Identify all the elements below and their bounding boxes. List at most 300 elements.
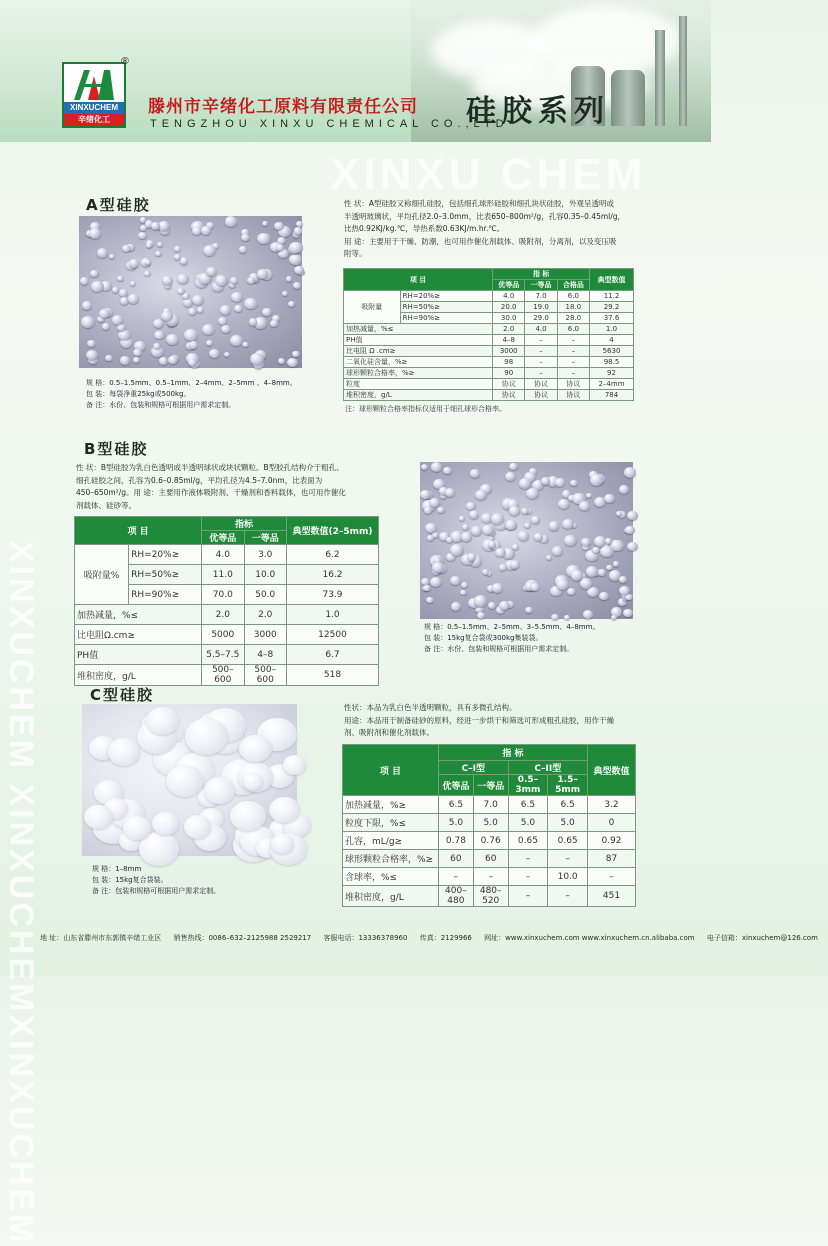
cell-value: 6.5 [439, 796, 474, 814]
desc-line: 用途：本品用于制备硅砂的原料，经进一步烘干和筛选可形成粗孔硅胶，用作干燥 [344, 715, 614, 725]
gel-bead [296, 221, 303, 227]
cell-value: 20.0 [493, 302, 525, 313]
gel-bead [579, 501, 591, 511]
gel-bead [220, 305, 231, 315]
cell-value: 400–480 [439, 886, 474, 907]
gel-bead [250, 353, 264, 365]
gel-bead [276, 244, 284, 250]
section-b-title: B型硅胶 [84, 440, 149, 458]
cell-value: 协议 [525, 379, 557, 390]
gel-bead [128, 294, 139, 304]
table-row [344, 390, 634, 401]
gel-bead [192, 227, 202, 236]
gel-bead [221, 325, 231, 333]
section-b-captions [424, 622, 599, 655]
cell-value: 2.0 [244, 605, 286, 625]
logo-emblem-icon [70, 66, 118, 102]
cell-value: 6.0 [557, 324, 589, 335]
gel-bead [140, 225, 147, 231]
type-c-silica-gel-photo [82, 704, 297, 856]
package-caption: 包 装：15kg复合袋或300kg集装袋。 [424, 634, 543, 642]
row-label: 堆积密度，g/L [343, 886, 439, 907]
gel-bead [188, 308, 197, 316]
cell-value: 60 [473, 850, 508, 868]
package-caption: 包 装：每袋净重25kg或500kg。 [86, 390, 191, 398]
gel-bead [286, 276, 292, 281]
cell-value: 92 [590, 368, 634, 379]
cell-value: 18.0 [557, 302, 589, 313]
cell-value: 98 [493, 357, 525, 368]
gel-bead [604, 494, 615, 503]
cell-value: 4.0 [202, 545, 244, 565]
gel-bead [606, 565, 612, 570]
gel-bead [283, 755, 306, 775]
gel-bead [475, 490, 487, 500]
footer-fax: 传真：2129966 [419, 934, 472, 942]
gel-bead [430, 577, 443, 588]
gel-bead [157, 242, 163, 247]
gel-bead [432, 562, 444, 573]
cell-value: 500–600 [244, 665, 286, 686]
footer-address: 地 址：山东省滕州市东郭镇辛绪工业区 [40, 934, 162, 942]
gel-bead [262, 221, 268, 226]
gel-bead [81, 316, 95, 328]
col-header-first: 一等品 [244, 531, 286, 545]
gel-bead [129, 259, 139, 267]
section-a-captions [86, 378, 297, 411]
gel-bead [583, 610, 593, 619]
gel-bead [184, 329, 198, 341]
gel-bead [586, 493, 592, 498]
col-header-item: 项 目 [343, 745, 439, 796]
gel-bead [249, 318, 258, 325]
gel-bead [293, 282, 301, 289]
cell-value: 协议 [557, 390, 589, 401]
gel-bead [105, 355, 113, 362]
col-header-index: 指标 [202, 517, 287, 531]
gel-bead [231, 292, 243, 303]
table-row [75, 645, 379, 665]
cell-value: 0.76 [473, 832, 508, 850]
gel-bead [470, 469, 480, 478]
gel-bead [294, 227, 303, 234]
col-header-item: 项 目 [75, 517, 202, 545]
table-row [343, 868, 636, 886]
gel-bead [154, 331, 164, 340]
row-label: RH=90%≥ [400, 313, 492, 324]
cell-value: – [525, 368, 557, 379]
cell-value: 3.0 [244, 545, 286, 565]
note-caption: 备 注：包装和规格可根据用户需求定制。 [92, 887, 221, 895]
row-group-label: 吸附量% [75, 545, 129, 605]
cell-value: 协议 [557, 379, 589, 390]
cell-value: 0.78 [439, 832, 474, 850]
gel-bead [525, 607, 533, 614]
cell-value: – [525, 357, 557, 368]
cell-value: 0.65 [508, 832, 548, 850]
gel-bead [474, 595, 488, 606]
cell-value: 3000 [244, 625, 286, 645]
gel-bead [294, 266, 304, 274]
gel-bead [230, 335, 244, 347]
footer-website-link[interactable]: 网址：www.xinxuchem.com www.xinxuchem.cn.alibaba.com [484, 934, 695, 942]
gel-bead [180, 257, 189, 264]
gel-bead [488, 541, 496, 548]
gel-bead [627, 511, 637, 520]
col-header-size-small: 0.5–3mm [508, 775, 548, 796]
gel-bead [530, 583, 540, 591]
gel-bead [619, 576, 627, 583]
gel-bead [510, 560, 520, 569]
cell-value: – [525, 346, 557, 357]
cell-value: 6.2 [287, 545, 379, 565]
gel-bead [225, 216, 238, 227]
gel-bead [420, 490, 431, 499]
gel-bead [509, 506, 521, 516]
row-label: 堆积密度，g/L [344, 390, 493, 401]
gel-bead [177, 288, 185, 295]
gel-bead [203, 245, 216, 256]
gel-bead [451, 602, 461, 611]
cell-value: 60 [439, 850, 474, 868]
gel-bead [624, 467, 637, 478]
gel-bead [446, 537, 453, 543]
gel-bead [467, 553, 476, 561]
col-header-first: 一等品 [525, 280, 557, 291]
row-label: 粒度下限，%≤ [343, 814, 439, 832]
cell-value: 4.0 [525, 324, 557, 335]
gel-bead [556, 579, 569, 590]
gel-bead [421, 464, 428, 470]
cell-value: 0 [588, 814, 636, 832]
desc-line: 用 途：主要用于干燥、防潮，也可用作催化剂载体、吸附剂，分离剂，以及变压吸 [344, 236, 617, 246]
gel-bead [289, 254, 302, 265]
gel-bead [112, 315, 123, 324]
section-a-title: A型硅胶 [86, 196, 151, 214]
side-watermark-text: XINXUCHEM XINXUCHEMXINXUCHEM [2, 540, 40, 1246]
gel-bead [564, 535, 577, 546]
gel-bead [133, 357, 140, 363]
cell-value: – [508, 886, 548, 907]
cell-value: 4.0 [493, 291, 525, 302]
gel-bead [424, 507, 432, 514]
gel-bead [247, 277, 255, 284]
gel-bead [460, 590, 466, 595]
gel-bead [570, 480, 577, 486]
gel-bead [477, 612, 485, 619]
cell-value: 协议 [525, 390, 557, 401]
gel-bead [271, 834, 294, 854]
gel-bead [120, 356, 130, 364]
gel-bead [146, 243, 152, 248]
gel-bead [82, 301, 93, 310]
gel-bead [152, 812, 179, 835]
gel-bead [99, 309, 109, 318]
gel-bead [509, 463, 517, 470]
gel-bead [183, 298, 193, 306]
company-name-cn: 滕州市辛绪化工原料有限责任公司 [148, 97, 418, 117]
gel-bead [471, 526, 482, 536]
gel-bead [562, 519, 574, 529]
cell-value: 3.2 [588, 796, 636, 814]
cell-value: 30.0 [493, 313, 525, 324]
col-header-first: 一等品 [473, 775, 508, 796]
cell-value: 4 [590, 335, 634, 346]
gel-bead [80, 277, 90, 285]
cell-value: 5.0 [439, 814, 474, 832]
gel-bead [242, 342, 249, 348]
cell-value: 6.5 [548, 796, 588, 814]
type-a-silica-gel-photo [79, 216, 302, 368]
gel-bead [122, 245, 130, 252]
table-row [75, 605, 379, 625]
col-header-typical: 典型数值 [588, 745, 636, 796]
cell-value: 5.0 [508, 814, 548, 832]
cell-value: – [557, 346, 589, 357]
gel-bead [551, 614, 559, 620]
cell-value: 2.0 [493, 324, 525, 335]
cell-value: – [557, 368, 589, 379]
gel-bead [192, 295, 204, 305]
desc-line: 性 状：B型硅胶为乳白色透明或半透明球状或块状颗粒。B型胶孔结构介于粗孔、 [76, 463, 344, 472]
gel-bead [89, 228, 101, 238]
gel-bead [269, 797, 299, 823]
type-a-spec-table [343, 268, 634, 401]
col-header-typical: 典型数值 [590, 269, 634, 291]
table-row [344, 324, 634, 335]
logo-chinese-text: 辛绪化工 [64, 114, 124, 126]
gel-bead [450, 576, 460, 585]
row-label: 粒度 [344, 379, 493, 390]
gel-bead [138, 232, 146, 239]
col-header-c1: C–I型 [439, 761, 509, 775]
cell-value: 11.0 [202, 565, 244, 585]
gel-bead [144, 271, 151, 277]
row-label: 加热减量，%≥ [343, 796, 439, 814]
cell-value: 5000 [202, 625, 244, 645]
gel-bead [519, 478, 531, 488]
gel-bead [590, 474, 604, 486]
cell-value: 2.0 [202, 605, 244, 625]
gel-bead [118, 330, 131, 341]
company-logo [62, 62, 126, 128]
spec-caption: 规 格：0.5–1.5mm、2–5mm、3–5.5mm、4–8mm。 [424, 623, 600, 631]
table-row [344, 291, 634, 302]
gel-bead [206, 267, 217, 277]
gel-bead [166, 334, 179, 345]
cell-value: 6.5 [508, 796, 548, 814]
gel-bead [512, 544, 519, 550]
gel-bead [518, 531, 530, 541]
row-label: PH值 [344, 335, 493, 346]
gel-bead [206, 340, 213, 346]
gel-bead [586, 566, 598, 577]
desc-line: 细孔硅胶之间，孔容为0.6–0.85ml/g，平均孔径为4.5–7.0nm，比表面为 [76, 475, 323, 485]
table-row [343, 796, 636, 814]
cell-value: 协议 [493, 379, 525, 390]
gel-bead [431, 462, 442, 471]
desc-line: 比热0.92KJ/kg.℃，导热系数0.63KJ/m.hr.℃。 [344, 224, 505, 233]
cell-value: 29.2 [590, 302, 634, 313]
gel-bead [625, 526, 635, 535]
cell-value: 3000 [493, 346, 525, 357]
cell-value: 98.5 [590, 357, 634, 368]
gel-bead [218, 317, 227, 324]
gel-bead [177, 274, 189, 284]
row-label: RH=50%≥ [400, 302, 492, 313]
gel-bead [239, 735, 272, 763]
gel-bead [215, 275, 228, 286]
cell-value: 50.0 [244, 585, 286, 605]
gel-bead [112, 287, 119, 293]
gel-bead [151, 222, 160, 230]
row-label: 加热减量，%≤ [75, 605, 202, 625]
contact-footer [0, 928, 818, 948]
gel-bead [625, 594, 633, 601]
gel-bead [427, 535, 434, 541]
cell-value: 5.5–7.5 [202, 645, 244, 665]
table-row [344, 346, 634, 357]
gel-bead [505, 520, 517, 530]
row-label: 加热减量，%≤ [344, 324, 493, 335]
gel-bead [581, 538, 591, 547]
gel-bead [270, 320, 279, 327]
gel-bead [499, 564, 507, 571]
gel-bead [469, 510, 480, 519]
gel-bead [292, 351, 300, 358]
gel-bead [605, 538, 611, 543]
gel-bead [201, 226, 211, 235]
section-a-description [344, 198, 674, 261]
col-header-item: 项 目 [344, 269, 493, 291]
gel-bead [262, 308, 272, 316]
gel-bead [153, 343, 161, 350]
gel-bead [425, 523, 437, 533]
section-c-title: C型硅胶 [90, 686, 155, 704]
gel-bead [174, 246, 181, 252]
section-c-description [344, 702, 664, 740]
cell-value: 73.9 [287, 585, 379, 605]
gel-bead [197, 307, 204, 313]
gel-bead [531, 516, 540, 524]
row-label: 比电阻 Ω .cm≥ [344, 346, 493, 357]
type-b-silica-gel-photo [420, 462, 633, 619]
note-caption: 备 注：水份、包装和规格可根据用户需求定制。 [86, 401, 236, 409]
cell-value: – [439, 868, 474, 886]
cell-value: 5630 [590, 346, 634, 357]
type-b-spec-table [74, 516, 379, 686]
gel-bead [521, 508, 528, 514]
gel-bead [627, 542, 638, 551]
gel-bead [505, 472, 516, 481]
gel-bead [567, 588, 576, 595]
gel-bead [274, 222, 284, 230]
cell-value: 6.0 [557, 291, 589, 302]
desc-line: 半透明玻璃状，平均孔径2.0–3.0mm，比表650–800m²/g，孔容0.35–0.45ml/g， [344, 211, 626, 221]
gel-bead [140, 217, 147, 223]
table-row [343, 832, 636, 850]
cell-value: 4–8 [493, 335, 525, 346]
gel-bead [119, 289, 128, 297]
gel-bead [133, 349, 142, 356]
gel-bead [600, 546, 614, 558]
gel-bead [429, 498, 440, 507]
gel-bead [230, 277, 238, 284]
cell-value: – [548, 850, 588, 868]
gel-bead [90, 270, 98, 277]
table-row [344, 368, 634, 379]
footer-service-phone: 客服电话：13336378960 [323, 934, 408, 942]
gel-bead [289, 242, 303, 254]
gel-bead [613, 561, 620, 567]
cell-value: 1.0 [590, 324, 634, 335]
desc-line: 剂载体、硅砂等。 [76, 500, 136, 510]
cell-value: – [525, 335, 557, 346]
row-label: 比电阻Ω.cm≥ [75, 625, 202, 645]
gel-bead [421, 578, 429, 585]
gel-bead [257, 269, 268, 278]
gel-bead [461, 582, 469, 589]
gel-bead [117, 276, 124, 282]
gel-bead [209, 349, 220, 358]
gel-bead [84, 805, 113, 829]
cell-value: – [557, 335, 589, 346]
row-label: 含球率，%≤ [343, 868, 439, 886]
row-group-label: 吸附量 [344, 291, 401, 324]
gel-bead [288, 301, 295, 307]
col-header-qualified: 合格品 [557, 280, 589, 291]
cell-value: 19.0 [525, 302, 557, 313]
section-b-description [76, 462, 376, 512]
gel-bead [109, 254, 115, 259]
cell-value: 11.2 [590, 291, 634, 302]
col-header-size-large: 1.5–5mm [548, 775, 588, 796]
cell-value: 4–8 [244, 645, 286, 665]
gel-bead [91, 281, 104, 292]
gel-bead [564, 615, 570, 620]
row-label: RH=50%≥ [129, 565, 202, 585]
company-name-en: TENGZHOU XINXU CHEMICAL CO.,LTD [150, 118, 509, 130]
gel-bead [87, 340, 96, 348]
cell-value: 12500 [287, 625, 379, 645]
table-row [75, 665, 379, 686]
registered-mark: ® [120, 56, 130, 67]
row-label: 球形颗粒合格率，%≥ [344, 368, 493, 379]
row-label: RH=20%≥ [129, 545, 202, 565]
cell-value: – [508, 868, 548, 886]
cell-value: 784 [590, 390, 634, 401]
cell-value: – [548, 886, 588, 907]
desc-line: 性状：本品为乳白色半透明颗粒，具有多微孔结构。 [344, 703, 517, 712]
cell-value: 90 [493, 368, 525, 379]
type-c-spec-table [342, 744, 636, 907]
logo-english-text: XINXUCHEM [64, 102, 124, 114]
gel-bead [153, 319, 164, 328]
gel-bead [202, 324, 215, 335]
header-banner [0, 0, 711, 142]
cell-value: 2–4mm [590, 379, 634, 390]
gel-bead [166, 765, 204, 797]
row-label: RH=90%≥ [129, 585, 202, 605]
gel-bead [580, 578, 592, 589]
footer-email-link[interactable]: 电子信箱：xinxuchem@126.com [706, 934, 818, 942]
gel-bead [599, 592, 609, 601]
gel-bead [123, 816, 151, 840]
gel-bead [491, 513, 505, 525]
cell-value: 10.0 [548, 868, 588, 886]
cell-value: 6.7 [287, 645, 379, 665]
table-row [343, 814, 636, 832]
